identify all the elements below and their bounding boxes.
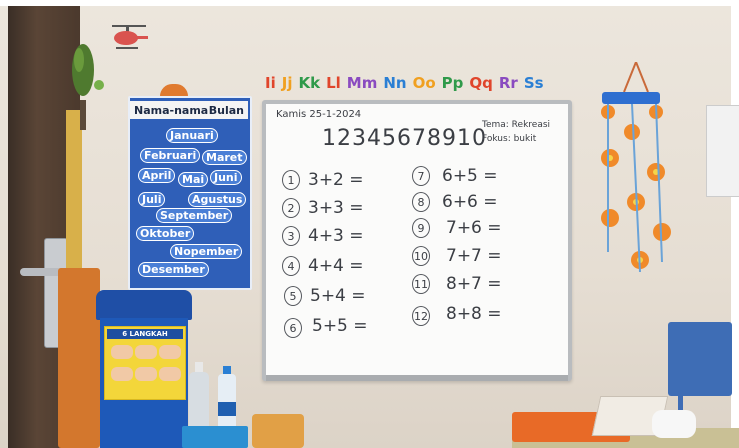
alphabet-letter-card: Pp [441,74,464,92]
month-label: April [138,168,175,183]
alphabet-strip [265,74,544,92]
board-tema: Tema: Rekreasi [482,120,551,130]
problem-equation: 6+5 = [442,166,498,186]
month-label: Februari [140,148,200,163]
helicopter-sticker [108,22,150,54]
alphabet-letter-card: Qq [469,74,493,92]
plant-decoration [70,40,96,130]
blue-chair [668,322,732,396]
problem-number: 2 [282,198,300,218]
problem-number: 11 [412,274,430,294]
problem-equation: 6+6 = [442,192,498,212]
wall-paper-rack [706,105,739,197]
problem-number: 1 [282,170,300,190]
months-title-right: Bulan [208,103,244,117]
problem-number: 10 [412,246,430,266]
problem-number: 7 [412,166,430,186]
hand-illustration [159,367,181,381]
board-digits: 12345678910 [322,126,487,151]
whiteboard-marker-tray [266,375,568,381]
hand-illustration [135,367,157,381]
problem-equation: 8+8 = [446,304,502,324]
photo-border-right [731,0,739,448]
problem-equation: 4+4 = [308,256,364,276]
handwashing-sticker [104,326,186,400]
problem-equation: 8+7 = [446,274,502,294]
dispenser-lid [96,290,192,320]
hand-illustration [111,345,133,359]
snack-package [252,414,304,448]
problem-number: 6 [284,318,302,338]
problem-number: 8 [412,192,430,212]
month-label: Nopember [170,244,242,259]
problem-equation: 7+6 = [446,218,502,238]
month-label: Juli [138,192,165,207]
month-label: Januari [166,128,218,143]
hand-illustration [159,345,181,359]
wall-sticker [94,80,104,90]
month-label: Agustus [188,192,246,207]
problem-equation: 3+2 = [308,170,364,190]
hanging-mobile-decoration [596,62,676,282]
month-label: Desember [138,262,209,277]
month-label: Juni [210,170,242,185]
problem-equation: 5+5 = [312,316,368,336]
sticker-title: 6 LANGKAH [107,329,183,339]
alphabet-letter-card: Kk [298,74,321,92]
month-label: September [156,208,232,223]
month-label: Mai [178,172,208,187]
problem-equation: 3+3 = [308,198,364,218]
problem-equation: 4+3 = [308,226,364,246]
problem-equation: 5+4 = [310,286,366,306]
whiteboard [262,100,572,381]
alphabet-letter-card: Rr [498,74,518,92]
problem-number: 5 [284,286,302,306]
month-label: Oktober [136,226,194,241]
alphabet-letter-card: Ll [326,74,341,92]
problem-number: 3 [282,226,300,246]
hand-illustration [135,345,157,359]
water-dispenser [94,290,194,448]
problem-number: 9 [412,218,430,238]
months-title-left: Nama-nama [134,103,209,117]
board-fokus: Fokus: bukit [482,134,537,144]
alphabet-letter-card: Ss [523,74,544,92]
problem-equation: 7+7 = [446,246,502,266]
months-poster-title [130,101,248,119]
problem-number: 12 [412,306,430,326]
hand-illustration [111,367,133,381]
alphabet-letter-card: Jj [281,74,293,92]
alphabet-letter-card: Nn [383,74,407,92]
blue-basket [182,426,248,448]
alphabet-letter-card: Oo [412,74,436,92]
photo-border-top [0,0,739,6]
white-cloth [652,410,696,438]
problem-number: 4 [282,256,300,276]
months-poster [128,96,252,290]
alphabet-letter-card: Mm [346,74,378,92]
alphabet-letter-card: Ii [265,74,276,92]
month-label: Maret [202,150,247,165]
board-date: Kamis 25-1-2024 [276,109,362,120]
